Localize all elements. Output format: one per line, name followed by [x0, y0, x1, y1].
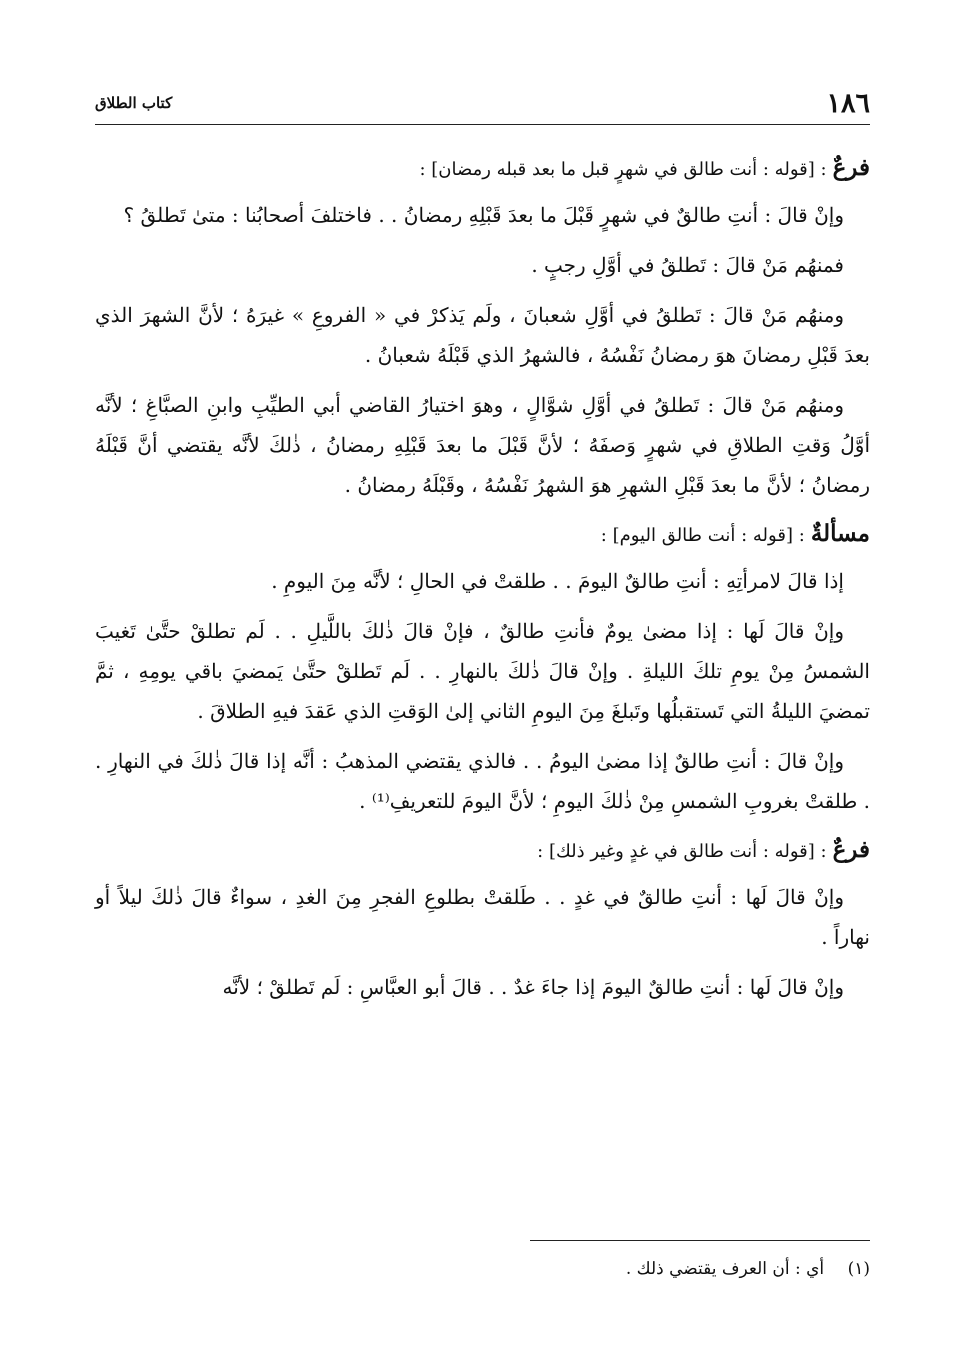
document-page	[95, 88, 870, 1279]
paragraph: وإنْ قالَ لَها : أنتِ طالقٌ اليومَ إذا جاءَ غدٌ . . قالَ أبو العبَّاسِ : لَم تَطلقْ ؛ لأنَّه	[222, 975, 844, 999]
section-note: : [قوله : أنت طالق في غدٍ وغير ذلك] :	[537, 841, 827, 862]
paragraph: وإنْ قالَ : أنتِ طالقٌ إذا مضىٰ اليومُ . . فالذي يقتضي المذهبُ : أنَّه إذا قالَ ذٰلكَ في النهارِ . . طلقتْ بغروبِ الشمسِ مِنْ ذٰلكَ اليومِ ؛ لأنَّ اليومَ للتعريفِ⁽¹⁾ .	[95, 749, 870, 813]
page-content	[95, 149, 870, 1007]
section-note: : [قوله : أنت طالق في شهرٍ قبل ما بعد قبله رمضان] :	[419, 159, 827, 180]
section-2	[95, 515, 870, 821]
footnote-number: (١)	[847, 1259, 870, 1279]
footnote-divider	[530, 1240, 870, 1241]
section-label: فرعٌ	[832, 836, 870, 863]
paragraph: وإنْ قالَ لَها : أنتِ طالقٌ في غدٍ . . طَلقتْ بطلوعِ الفجرِ مِنَ الغدِ ، سواءٌ قالَ ذٰلكَ ليلاً أو نهاراً .	[95, 885, 870, 949]
section-heading	[95, 149, 870, 189]
paragraph: وإنْ قالَ : أنتِ طالقٌ في شهرٍ قَبْلَ ما بعدَ قَبْلِهِ رمضانُ . . فاختلفَ أصحابُنا : متىٰ تَطلقُ ؟	[123, 203, 844, 227]
section-note: : [قوله : أنت طالق اليوم] :	[600, 525, 805, 546]
paragraph: وإنْ قالَ لَها : إذا مضىٰ يومٌ فأنتِ طالقٌ ، فإنْ قالَ ذٰلكَ باللَّيلِ . . لَم تطلقْ حتَّىٰ تَغيبَ الشمسُ مِنْ يومِ تلكَ الليلةِ . وإنْ قالَ ذٰلكَ بالنهارِ . . لَم تَطلقْ حتَّىٰ يَمضيَ باقي يومِهِ ، ثمَّ تمضيَ الليلةُ التي تَستقبلُها وتَبلغَ مِنَ اليومِ الثاني إلىٰ الوَقتِ الذي عَقدَ فيهِ الطلاقَ .	[95, 619, 870, 723]
paragraph: ومنهُم مَنْ قالَ : تَطلقُ في أوَّلِ شعبانَ ، ولَم يَذكرْ في « الفروعِ » غيرَهُ ؛ لأنَّ الشهرَ الذي بعدَ قَبْلِ رمضانَ هوَ رمضانُ نَفْسُهُ ، فالشهرُ الذي قَبْلَهُ شعبانُ .	[95, 303, 870, 367]
section-1	[95, 149, 870, 505]
paragraph: فمنهُم مَنْ قالَ : تَطلقُ في أوَّلِ رجبٍ .	[531, 253, 844, 277]
section-3	[95, 831, 870, 1007]
section-label: مسألةٌ	[810, 520, 870, 547]
section-heading	[95, 515, 870, 555]
page-number: ١٨٦	[826, 88, 870, 119]
section-label: فرعٌ	[832, 154, 870, 181]
footnote-text: أي : أن العرف يقتضي ذلك .	[625, 1259, 825, 1279]
page-header	[95, 88, 870, 125]
paragraph: إذا قالَ لامرأتِهِ : أنتِ طالقٌ اليومَ . . طلقتْ في الحالِ ؛ لأنَّه مِنَ اليومِ .	[271, 569, 844, 593]
running-title: كتاب الطلاق	[95, 94, 173, 112]
paragraph: ومنهُم مَنْ قالَ : تَطلقُ في أوَّلِ شوَّالٍ ، وهوَ اختيارُ القاضي أبي الطيِّبِ وابنِ الصبَّاغِ ؛ لأنَّه أوَّلُ وَقتِ الطلاقِ في شهرٍ وَصفَهُ ؛ لأنَّ قَبْلَ ما بعدَ قَبْلِهِ رمضانُ ، ذٰلكَ لأنَّه يقتضي أنَّ قَبْلَهُ رمضانُ ؛ لأنَّ ما بعدَ قَبْلِ الشهرِ هوَ الشهرُ نَفْسُهُ ، وقَبْلَهُ رمضانُ .	[95, 393, 870, 497]
section-heading	[95, 831, 870, 871]
footnote	[626, 1256, 870, 1282]
